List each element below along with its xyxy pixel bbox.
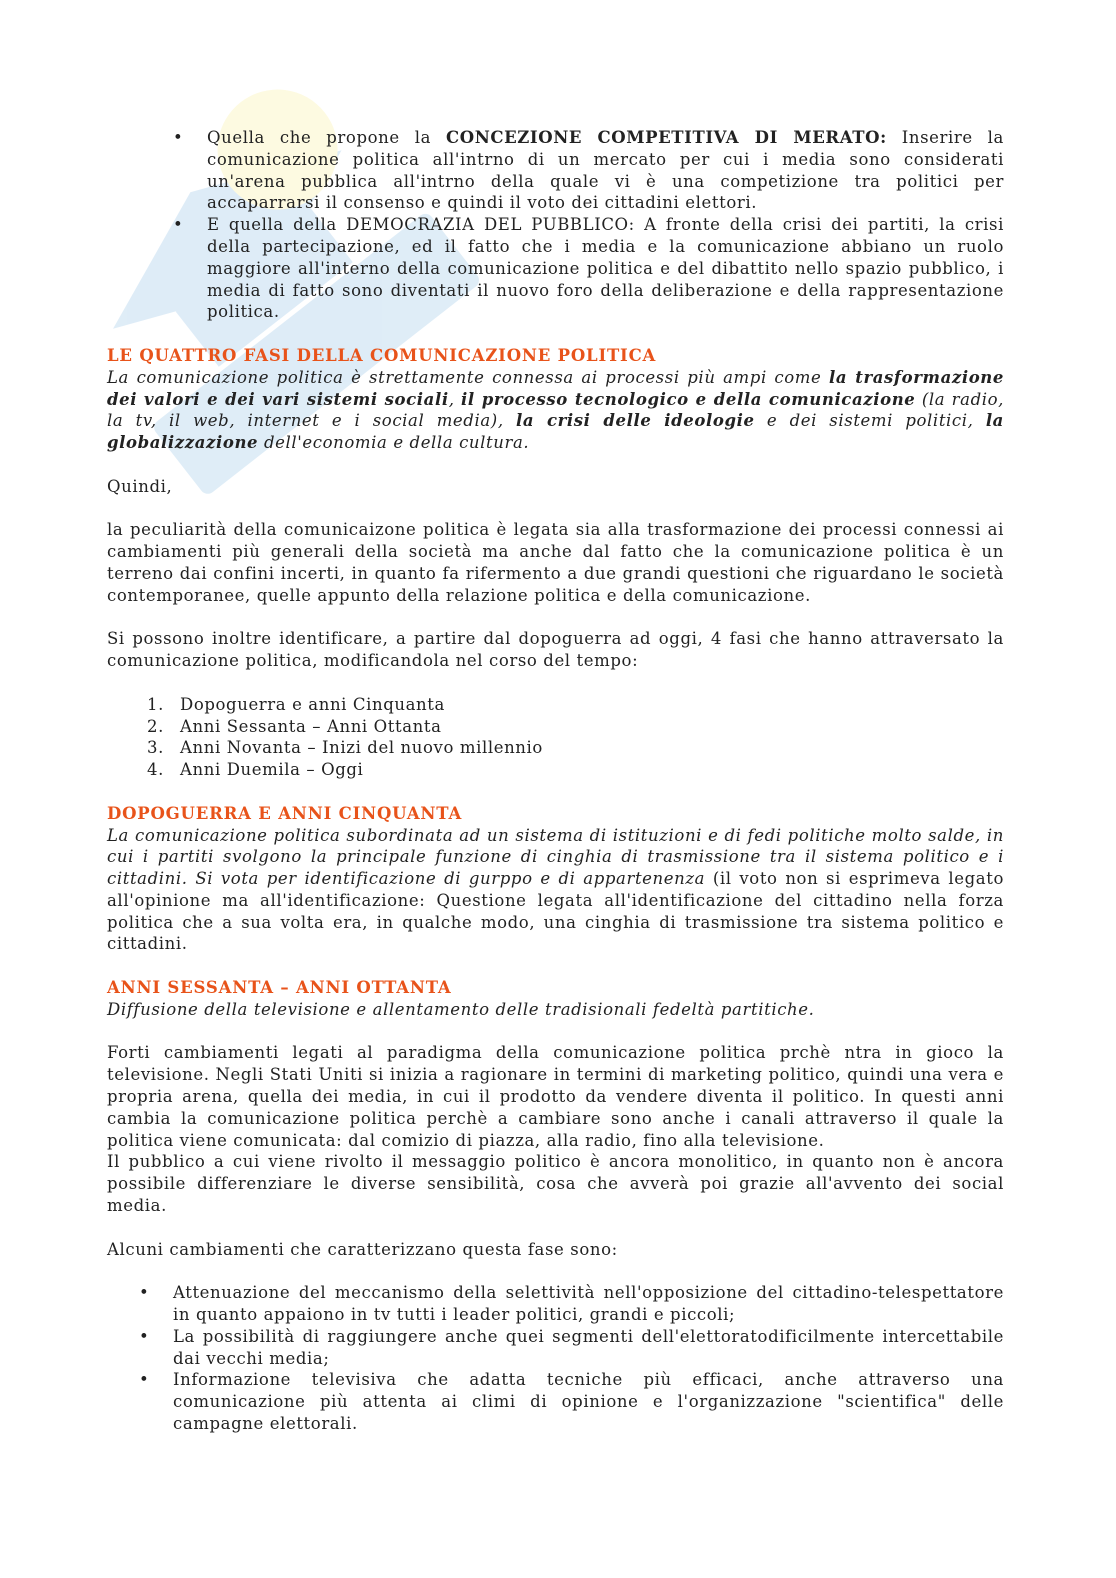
bullet-marker: • bbox=[173, 128, 184, 147]
paragraph: la peculiarità della comunicaizone politica è legata sia alla trasformazione dei processi connessi ai cambiamenti più generali della società ma anche dal fatto che la comunicazione politica è un terreno dai confini incerti, in quanto fa rifermento a due grandi questioni che riguardano le società contemporanee, quelle appunto della relazione politica e della comunicazione. bbox=[107, 520, 1004, 605]
paragraph: La comunicazione politica subordinata ad un sistema di istituzioni e di fedi politiche molto salde, in cui i partiti svolgono la principale funzione di cinghia di trasmissione tra il sistema politico e i cittadini. Si vota per identificazione di gurppo e di appartenenza (il voto non si esprimeva legato all'opinione ma all'identificazione: Questione legata all'identificazione del cittadino nella forza politica che a sua volta era, in qualche modo, una cinghia di trasmissione tra sistema politico e cittadini. bbox=[107, 825, 1005, 954]
list-item: 4. Anni Duemila – Oggi bbox=[147, 760, 364, 780]
section-subtitle: Diffusione della televisione e allentamento delle tradisionali fedeltà partitiche. bbox=[107, 999, 815, 1019]
bullet-marker: • bbox=[139, 1370, 150, 1390]
bullet-marker: • bbox=[139, 1283, 150, 1303]
paragraph: Si possono inoltre identificare, a partire dal dopoguerra ad oggi, 4 fasi che hanno attraversato la comunicazione politica, modificandola nel corso del tempo: bbox=[107, 629, 1004, 671]
bullet-marker: • bbox=[173, 215, 184, 235]
section-heading: LE QUATTRO FASI DELLA COMUNICAZIONE POLITICA bbox=[107, 345, 657, 365]
paragraph: Alcuni cambiamenti che caratterizzano questa fase sono: bbox=[107, 1239, 618, 1259]
list-item: • Attenuazione del meccanismo della selettività nell'opposizione del cittadino-telespettatore in quanto appaiono in tv tutti i leader politici, grandi e piccoli; bbox=[139, 1283, 1004, 1325]
list-item: 3. Anni Novanta – Inizi del nuovo millennio bbox=[147, 738, 543, 758]
changes-bullet-list bbox=[107, 1282, 1004, 1435]
section-intro: La comunicazione politica è strettamente connessa ai processi più ampi come la trasformazione dei valori e dei vari sistemi sociali, il processo tecnologico e della comunicazione (la radio, la tv, il web, internet e i social media), la crisi delle ideologie e dei sistemi politici, la globalizzazione dell'economia e della cultura. bbox=[107, 367, 1004, 453]
paragraph: Quindi, bbox=[107, 476, 173, 496]
section-heading: ANNI SESSANTA – ANNI OTTANTA bbox=[107, 978, 452, 998]
list-item: • La possibilità di raggiungere anche quei segmenti dell'elettoratodificilmente intercettabile dai vecchi media; bbox=[139, 1326, 1004, 1368]
paragraph: Forti cambiamenti legati al paradigma della comunicazione politica prchè ntra in gioco la televisione. Negli Stati Uniti si inizia a ragionare in termini di marketing politico, quindi una vera e propria arena, quella dei media, in cui il prodotto da vendere diventa il politico. In questi anni cambia la comunicazione politica perchè a cambiare sono anche i canali attraverso il quale la politica viene comunicata: dal comizio di piazza, alla radio, fino alla televisione. bbox=[107, 1043, 1004, 1150]
list-item: 2. Anni Sessanta – Anni Ottanta bbox=[147, 716, 442, 736]
top-bullet-list bbox=[107, 127, 1004, 323]
section-heading: DOPOGUERRA E ANNI CINQUANTA bbox=[107, 803, 463, 823]
list-item: • Quella che propone la CONCEZIONE COMPETITIVA DI MERATO: Inserire la comunicazione politica all'intrno di un mercato per cui i media sono considerati un'arena pubblica all'intrno della quale vi è una competizione tra politici per accaparrarsi il consenso e quindi il voto dei cittadini elettori. bbox=[173, 128, 1004, 213]
list-item: 1. Dopoguerra e anni Cinquanta bbox=[147, 694, 445, 714]
list-item: • E quella della DEMOCRAZIA DEL PUBBLICO: A fronte della crisi dei partiti, la crisi della partecipazione, ed il fatto che i media e la comunicazione abbiano un ruolo maggiore all'interno della comunicazione politica e del dibattito nello spazio pubblico, i media di fatto sono diventati il nuovo foro della deliberazione e della rappresentazione politica. bbox=[173, 215, 1004, 322]
phases-list bbox=[107, 694, 1004, 781]
bullet-marker: • bbox=[139, 1326, 150, 1346]
document-content bbox=[107, 127, 1004, 1435]
list-item: • Informazione televisiva che adatta tecniche più efficaci, anche attraverso una comunicazione più attenta ai climi di opinione e l'organizzazione "scientifica" delle campagne elettorali. bbox=[139, 1370, 1004, 1434]
paragraph: Il pubblico a cui viene rivolto il messaggio politico è ancora monolitico, in quanto non è ancora possibile differenziare le diverse sensibilità, cosa che avverà poi grazie all'avvento dei social media. bbox=[107, 1152, 1004, 1216]
